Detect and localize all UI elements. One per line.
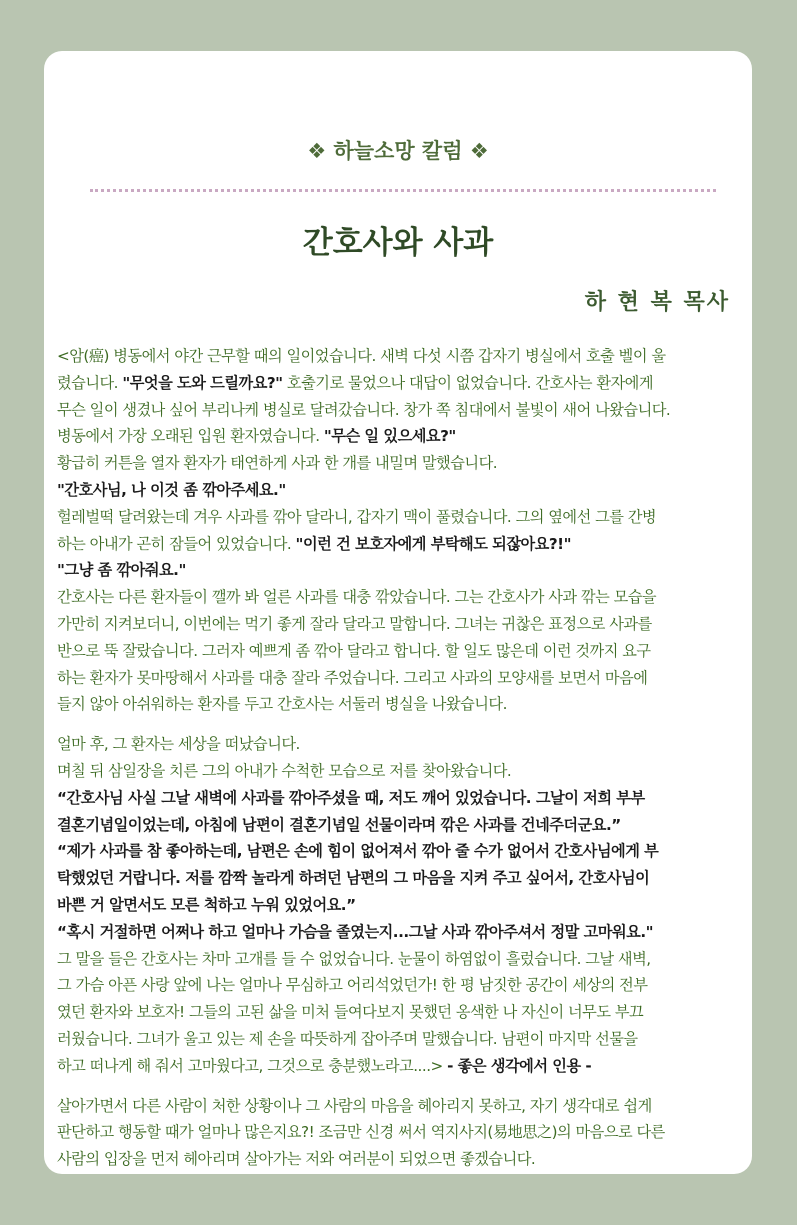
- text-line: [57, 1119, 745, 1146]
- text-line: [57, 758, 745, 785]
- body-text: 사람의 입장을 먼저 헤아리며 살아가는 저와 여러분이 되었으면 좋겠습니다.: [57, 1150, 536, 1169]
- text-line: [57, 531, 745, 558]
- quote-text: "무엇을 도와 드릴까요?": [122, 373, 283, 392]
- quote-text: "무슨 일 있으세요?": [323, 427, 456, 446]
- body-text: 렸습니다.: [57, 373, 123, 392]
- text-line: [57, 972, 745, 999]
- text-line: [57, 504, 745, 531]
- quote-text: 탁했었던 거랍니다. 저를 깜짝 놀라게 하려던 남편의 그 마음을 지켜 주고 싶어서, 간호사님이: [57, 869, 650, 888]
- text-line: [57, 785, 745, 812]
- text-line: [57, 611, 745, 638]
- text-line: [57, 999, 745, 1026]
- text-line: [57, 397, 745, 424]
- body-text: 판단하고 행동할 때가 얼마나 많은지요?! 조금만 신경 써서 역지사지(易地思之)의 마음으로 다른: [57, 1123, 665, 1142]
- text-line: [57, 919, 745, 946]
- body-text: <암(癌) 병동에서 야간 근무할 때의 일이었습니다. 새벽 다섯 시쯤 갑자기 병실에서 호출 벨이 울: [57, 347, 666, 365]
- column-header: ❖ 하늘소망 칼럼 ❖: [307, 139, 489, 163]
- body-text: 병동에서 가장 오래된 입원 환자였습니다.: [57, 427, 324, 446]
- text-line: [57, 584, 745, 611]
- text-line: [57, 343, 745, 370]
- body-text: 가만히 지켜보더니, 이번에는 먹기 좋게 잘라 달라고 말합니다. 그녀는 귀찮은 표정으로 사과를: [57, 614, 652, 633]
- text-line: [57, 691, 745, 718]
- body-text: 들지 않아 아쉬워하는 환자를 두고 간호사는 서둘러 병실을 나왔습니다.: [57, 695, 507, 714]
- body-text: 그 가슴 아픈 사랑 앞에 나는 얼마나 무심하고 어리석었던가! 한 평 남짓한 공간이 세상의 전부: [57, 976, 648, 995]
- paragraph-gap: [57, 1080, 745, 1093]
- text-line: [57, 865, 745, 892]
- body-text: 그 말을 들은 간호사는 차마 고개를 들 수 없었습니다. 눈물이 하염없이 흘렀습니다. 그날 새벽,: [57, 949, 651, 968]
- article-body: [57, 343, 745, 1173]
- body-text: 며칠 뒤 삼일장을 치른 그의 아내가 수척한 모습으로 저를 찾아왔습니다.: [57, 761, 512, 780]
- text-line: [57, 557, 745, 584]
- quote-text: “간호사님 사실 그날 새벽에 사과를 깎아주셨을 때, 저도 깨어 있었습니다. 그날이 저희 부부: [57, 788, 645, 807]
- text-line: [57, 450, 745, 477]
- body-text: 간호사는 다른 환자들이 깰까 봐 얼른 사과를 대충 깎았습니다. 그는 간호사가 사과 깎는 모습을: [57, 588, 657, 607]
- quote-text: "간호사님, 나 이것 좀 깎아주세요.": [57, 480, 286, 499]
- body-text: 러웠습니다. 그녀가 울고 있는 제 손을 따뜻하게 잡아주며 말했습니다. 남편이 마지막 선물을: [57, 1029, 638, 1048]
- text-line: [57, 731, 745, 758]
- body-text: 무슨 일이 생겼나 싶어 부리나케 병실로 달려갔습니다. 창가 쪽 침대에서 불빛이 새어 나왔습니다.: [57, 400, 671, 419]
- paragraph-gap: [57, 718, 745, 731]
- quote-text: "그냥 좀 깎아줘요.": [57, 561, 186, 580]
- author-name: 하 현 복 목사: [584, 290, 730, 315]
- article-title: 간호사와 사과: [302, 225, 494, 261]
- quote-text: "이런 건 보호자에게 부탁해도 되잖아요?!": [295, 534, 571, 553]
- text-line: [57, 1146, 745, 1173]
- text-line: [57, 1093, 745, 1120]
- body-text: 하는 환자가 못마땅해서 사과를 대충 잘라 주었습니다. 그리고 사과의 모양새를 보면서 마음에: [57, 668, 648, 687]
- text-line: [57, 1026, 745, 1053]
- body-text: 헐레벌떡 달려왔는데 겨우 사과를 깎아 달라니, 갑자기 맥이 풀렸습니다. 그의 옆에선 그를 간병: [57, 507, 657, 526]
- body-text: 하는 아내가 곤히 잠들어 있었습니다.: [57, 534, 296, 553]
- text-line: [57, 423, 745, 450]
- text-line: [57, 1053, 745, 1080]
- dotted-divider: [90, 189, 716, 192]
- column-card: [44, 51, 752, 1174]
- body-text: 황급히 커튼을 열자 환자가 태연하게 사과 한 개를 내밀며 말했습니다.: [57, 454, 498, 473]
- text-line: [57, 838, 745, 865]
- text-line: [57, 812, 745, 839]
- quote-text: “혹시 거절하면 어쩌나 하고 얼마나 가슴을 졸였는지...그날 사과 깎아주셔서 정말 고마워요.": [57, 922, 654, 941]
- quote-text: “제가 사과를 참 좋아하는데, 남편은 손에 힘이 없어져서 깎아 줄 수가 없어서 간호사님에게 부: [57, 842, 659, 861]
- quote-text: 결혼기념일이었는데, 아침에 남편이 결혼기념일 선물이라며 깎은 사과를 건네주더군요.”: [57, 815, 621, 834]
- text-line: [57, 665, 745, 692]
- text-line: [57, 946, 745, 973]
- body-text: 얼마 후, 그 환자는 세상을 떠났습니다.: [57, 735, 300, 754]
- text-line: [57, 370, 745, 397]
- quote-text: 바쁜 거 알면서도 모른 척하고 누워 있었어요.”: [57, 895, 356, 914]
- quote-text: - 좋은 생각에서 인용 -: [447, 1056, 592, 1075]
- body-text: 살아가면서 다른 사람이 처한 상황이나 그 사람의 마음을 헤아리지 못하고, 자기 생각대로 쉽게: [57, 1096, 652, 1115]
- body-text: 반으로 뚝 잘랐습니다. 그러자 예쁘게 좀 깎아 달라고 합니다. 할 일도 많은데 이런 것까지 요구: [57, 641, 651, 660]
- text-line: [57, 477, 745, 504]
- text-line: [57, 892, 745, 919]
- text-line: [57, 638, 745, 665]
- body-text: 호출기로 물었으나 대답이 없었습니다. 간호사는 환자에게: [282, 373, 654, 392]
- body-text: 였던 환자와 보호자! 그들의 고된 삶을 미처 들여다보지 못했던 옹색한 나 자신이 너무도 부끄: [57, 1003, 644, 1022]
- body-text: 하고 떠나게 해 줘서 고마웠다고, 그것으로 충분했노라고....>: [57, 1056, 448, 1075]
